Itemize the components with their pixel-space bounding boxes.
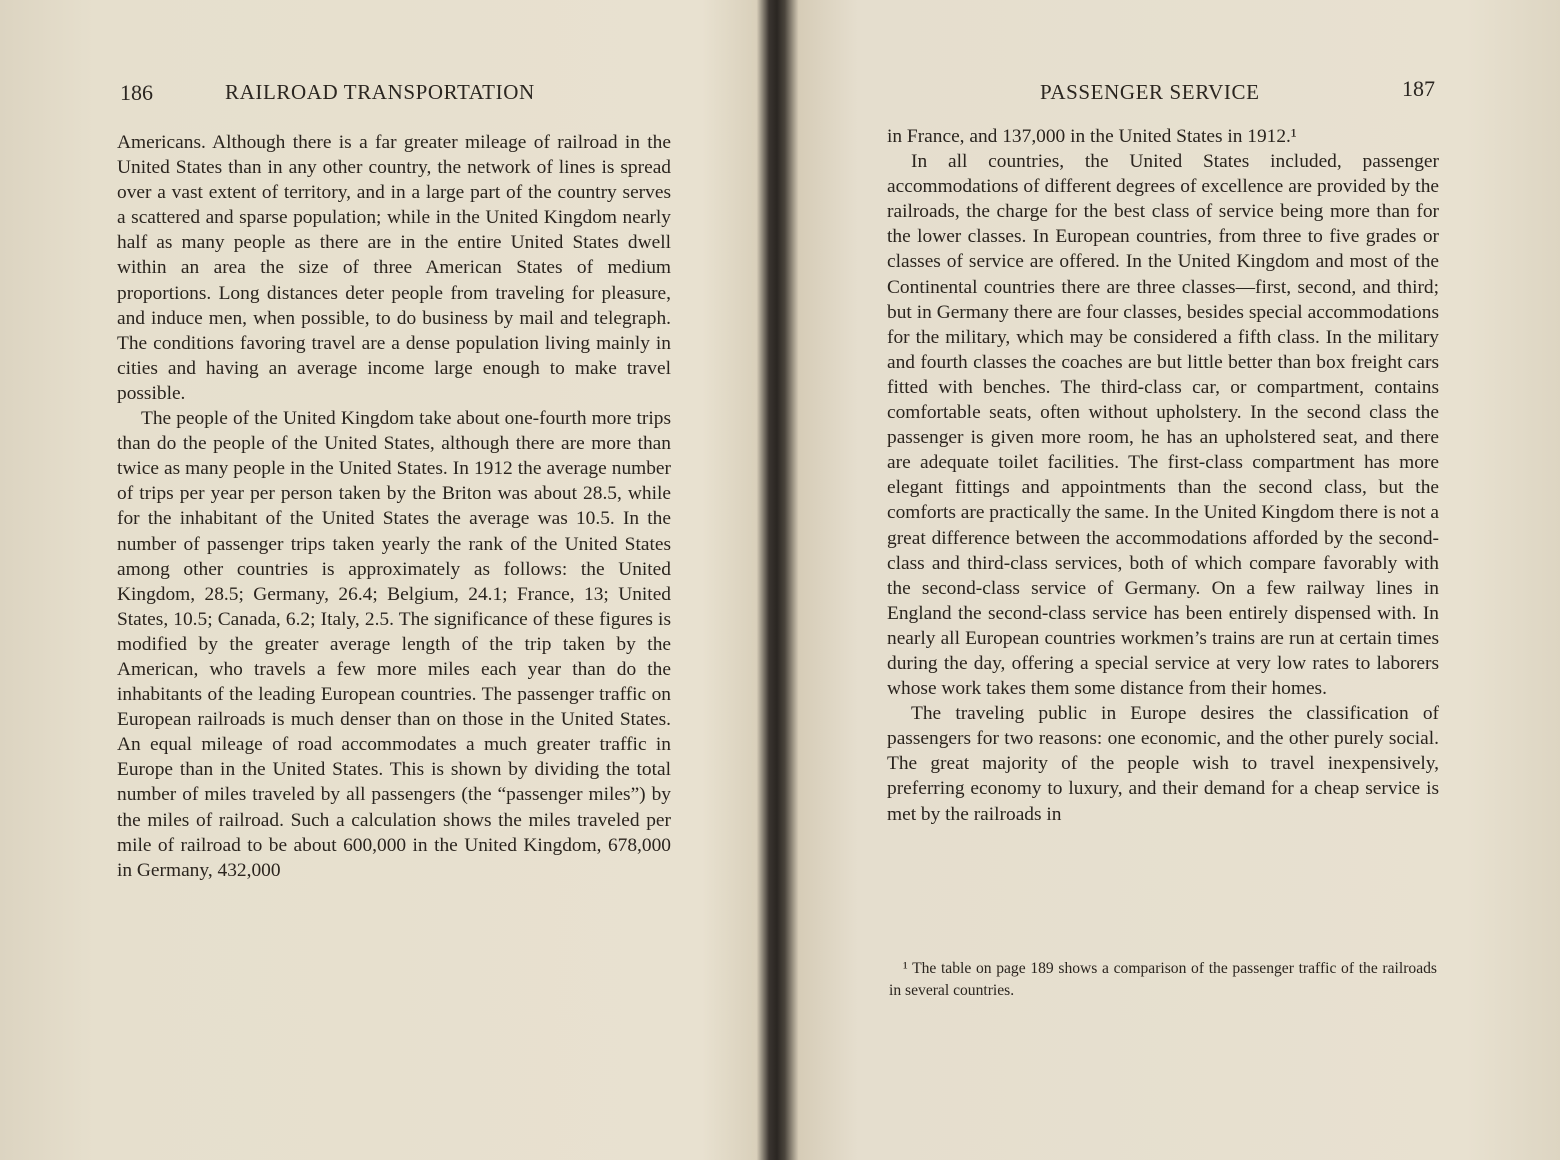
paragraph: In all countries, the United States included, passenger accommodations of different degrees of excellence are provided by the railroads, the charge for the best class of service being more than for the lower classes. In European countries, from three to five grades or classes of service are offered. In the United Kingdom and most of the Continental countries there are three classes—first, second, and third; but in Germany there are four classes, besides special accommodations for the military, which may be considered a fifth class. In the military and fourth classes the coaches are but little better than box freight cars fitted with benches. The third-class car, or compartment, contains comfortable seats, often without upholstery. In the second class the passenger is given more room, he has an upholstered seat, and there are adequate toilet facilities. The first-class compartment has more elegant fittings and appointments than the second class, but the comforts are practically the same. In the United Kingdom there is not a great difference between the accommodations afforded by the second-class and third-class services, both of which compare favorably with the second-class service of Germany. On a few railway lines in England the second-class service has been entirely dispensed with. In nearly all European countries workmen’s trains are run at certain times during the day, offering a special service at very low rates to laborers whose work takes them some distance from their homes. <box>887 151 1439 700</box>
page-body <box>117 130 671 883</box>
footnote <box>889 958 1437 1002</box>
right-page <box>790 0 1560 1160</box>
page-body <box>887 124 1439 827</box>
paragraph: Americans. Although there is a far greater mileage of railroad in the United States than in any other country, the network of lines is spread over a vast extent of territory, and in a large part of the country serves a scattered and sparse population; while in the United Kingdom nearly half as many people as there are in the entire United States dwell within an area the size of three American States of medium proportions. Long distances deter people from traveling for pleasure, and induce men, when possible, to do business by mail and telegraph. The conditions favoring travel are a dense population living mainly in cities and having an average income large enough to make travel possible. <box>117 132 671 404</box>
page-number: 186 <box>120 80 153 105</box>
running-head: PASSENGER SERVICE <box>1040 80 1260 104</box>
paragraph: The people of the United Kingdom take about one-fourth more trips than do the people of the United States, although there are more than twice as many people in the United States. In 1912 the average number of trips per year per person taken by the Briton was about 28.5, while for the inhabitant of the United States the average was 10.5. In the number of passenger trips taken yearly the rank of the United States among other countries is approximately as follows: the United Kingdom, 28.5; Germany, 26.4; Belgium, 24.1; France, 13; United States, 10.5; Canada, 6.2; Italy, 2.5. The significance of these figures is modified by the greater average length of the trip taken by the American, who travels a few more miles each year than do the inhabitants of the leading European countries. The passenger traffic on European railroads is much denser than on those in the United States. An equal mileage of road accommodates a much greater traffic in Europe than in the United States. This is shown by dividing the total number of miles traveled by all passengers (the “passenger miles”) by the miles of railroad. Such a calculation shows the miles traveled per mile of railroad to be about 600,000 in the United Kingdom, 678,000 in Germany, 432,000 <box>117 408 671 881</box>
footnote-text: ¹ The table on page 189 shows a comparison of the passenger traffic of the railroads in several countries. <box>889 960 1437 999</box>
left-page <box>0 0 770 1160</box>
paragraph: in France, and 137,000 in the United States in 1912.¹ <box>887 126 1297 147</box>
paragraph: The traveling public in Europe desires the classification of passengers for two reasons: one economic, and the other purely social. The great majority of the people wish to travel inexpensively, preferring economy to luxury, and their demand for a cheap service is met by the railroads in <box>887 703 1439 825</box>
page-number: 187 <box>1402 76 1435 101</box>
running-head: RAILROAD TRANSPORTATION <box>225 80 535 104</box>
